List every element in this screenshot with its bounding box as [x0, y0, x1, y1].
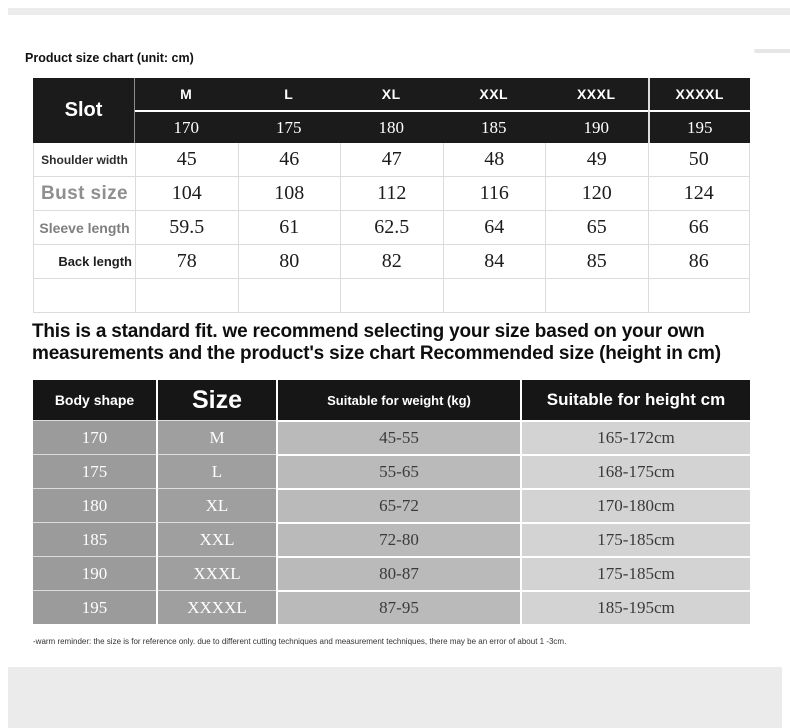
measurement-value: 120	[545, 177, 648, 211]
measurement-value: 112	[340, 177, 443, 211]
height-column-header: 185	[443, 110, 546, 143]
measurement-value: 46	[238, 143, 341, 177]
measurement-value: 66	[648, 211, 751, 245]
recommend-table-cell: XXL	[156, 522, 276, 556]
recommend-table-cell: 175-185cm	[520, 556, 750, 590]
recommend-table-cell: 165-172cm	[520, 420, 750, 454]
size-column-header: XL	[340, 78, 443, 110]
fit-note-line-1: This is a standard fit. we recommend selecting your size based on your own	[32, 321, 705, 342]
recommend-table-cell: M	[156, 420, 276, 454]
measurement-value: 86	[648, 245, 751, 279]
measurement-value: 49	[545, 143, 648, 177]
measurement-value	[238, 279, 341, 313]
measurement-value: 116	[443, 177, 546, 211]
height-column-header: 195	[648, 110, 751, 143]
recommend-table-cell: 168-175cm	[520, 454, 750, 488]
measurement-value: 65	[545, 211, 648, 245]
recommend-table-cell: 190	[33, 556, 156, 590]
measurement-value	[135, 279, 238, 313]
warm-reminder-note: -warm reminder: the size is for reference only. due to different cutting techniques and measurement techniques, there may be an error of about 1 -3cm.	[33, 637, 567, 646]
page-title: Product size chart (unit: cm)	[25, 51, 194, 65]
recommend-table-cell: 180	[33, 488, 156, 522]
size-column-header: M	[135, 78, 238, 110]
measurement-value	[340, 279, 443, 313]
measurement-value: 62.5	[340, 211, 443, 245]
recommended-size-table	[33, 380, 750, 624]
measurement-label: Bust size	[33, 177, 135, 211]
recommend-table-cell: XXXL	[156, 556, 276, 590]
fit-recommendation-note	[32, 321, 777, 364]
size-column-header: XXXL	[545, 78, 648, 110]
measurement-value: 45	[135, 143, 238, 177]
size-column-header: L	[238, 78, 341, 110]
recommend-table-cell: 175	[33, 454, 156, 488]
size-table-corner-cell: Slot	[33, 78, 135, 143]
measurement-value: 84	[443, 245, 546, 279]
measurement-value: 61	[238, 211, 341, 245]
measurement-value: 64	[443, 211, 546, 245]
recommend-table-cell: 170	[33, 420, 156, 454]
size-table	[33, 78, 750, 313]
recommend-table-cell: XL	[156, 488, 276, 522]
measurement-label	[33, 279, 135, 313]
recommend-table-cell: 45-55	[276, 420, 520, 454]
measurement-value: 108	[238, 177, 341, 211]
measurement-value: 78	[135, 245, 238, 279]
measurement-value: 124	[648, 177, 751, 211]
measurement-label: Shoulder width	[33, 143, 135, 177]
measurement-value: 48	[443, 143, 546, 177]
recommend-column-header: Suitable for weight (kg)	[276, 380, 520, 420]
recommend-table-cell: 185	[33, 522, 156, 556]
measurement-value: 47	[340, 143, 443, 177]
measurement-value: 80	[238, 245, 341, 279]
height-column-header: 170	[135, 110, 238, 143]
size-column-header: XXXXL	[648, 78, 751, 110]
measurement-value	[443, 279, 546, 313]
height-column-header: 190	[545, 110, 648, 143]
recommend-table-cell: 185-195cm	[520, 590, 750, 624]
height-column-header: 180	[340, 110, 443, 143]
recommend-table-cell: 87-95	[276, 590, 520, 624]
recommend-table-cell: 65-72	[276, 488, 520, 522]
floating-widget-cutoff	[754, 49, 790, 53]
measurement-value: 85	[545, 245, 648, 279]
recommend-column-header: Size	[156, 380, 276, 420]
recommend-table-cell: 170-180cm	[520, 488, 750, 522]
recommend-table-cell: 80-87	[276, 556, 520, 590]
recommend-table-cell: 72-80	[276, 522, 520, 556]
measurement-value: 59.5	[135, 211, 238, 245]
recommend-column-header: Body shape	[33, 380, 156, 420]
recommend-table-cell: 55-65	[276, 454, 520, 488]
measurement-label: Sleeve length	[33, 211, 135, 245]
recommend-table-cell: L	[156, 454, 276, 488]
recommend-column-header: Suitable for height cm	[520, 380, 750, 420]
top-divider-bar	[8, 8, 790, 15]
bottom-divider-bar	[8, 667, 782, 728]
recommend-table-cell: 195	[33, 590, 156, 624]
size-column-header: XXL	[443, 78, 546, 110]
recommend-table-cell: XXXXL	[156, 590, 276, 624]
height-column-header: 175	[238, 110, 341, 143]
measurement-value: 50	[648, 143, 751, 177]
fit-note-line-2: measurements and the product's size chart Recommended size (height in cm)	[32, 342, 721, 364]
measurement-label: Back length	[33, 245, 135, 279]
measurement-value	[545, 279, 648, 313]
measurement-value	[648, 279, 751, 313]
measurement-value: 104	[135, 177, 238, 211]
recommend-table-cell: 175-185cm	[520, 522, 750, 556]
measurement-value: 82	[340, 245, 443, 279]
